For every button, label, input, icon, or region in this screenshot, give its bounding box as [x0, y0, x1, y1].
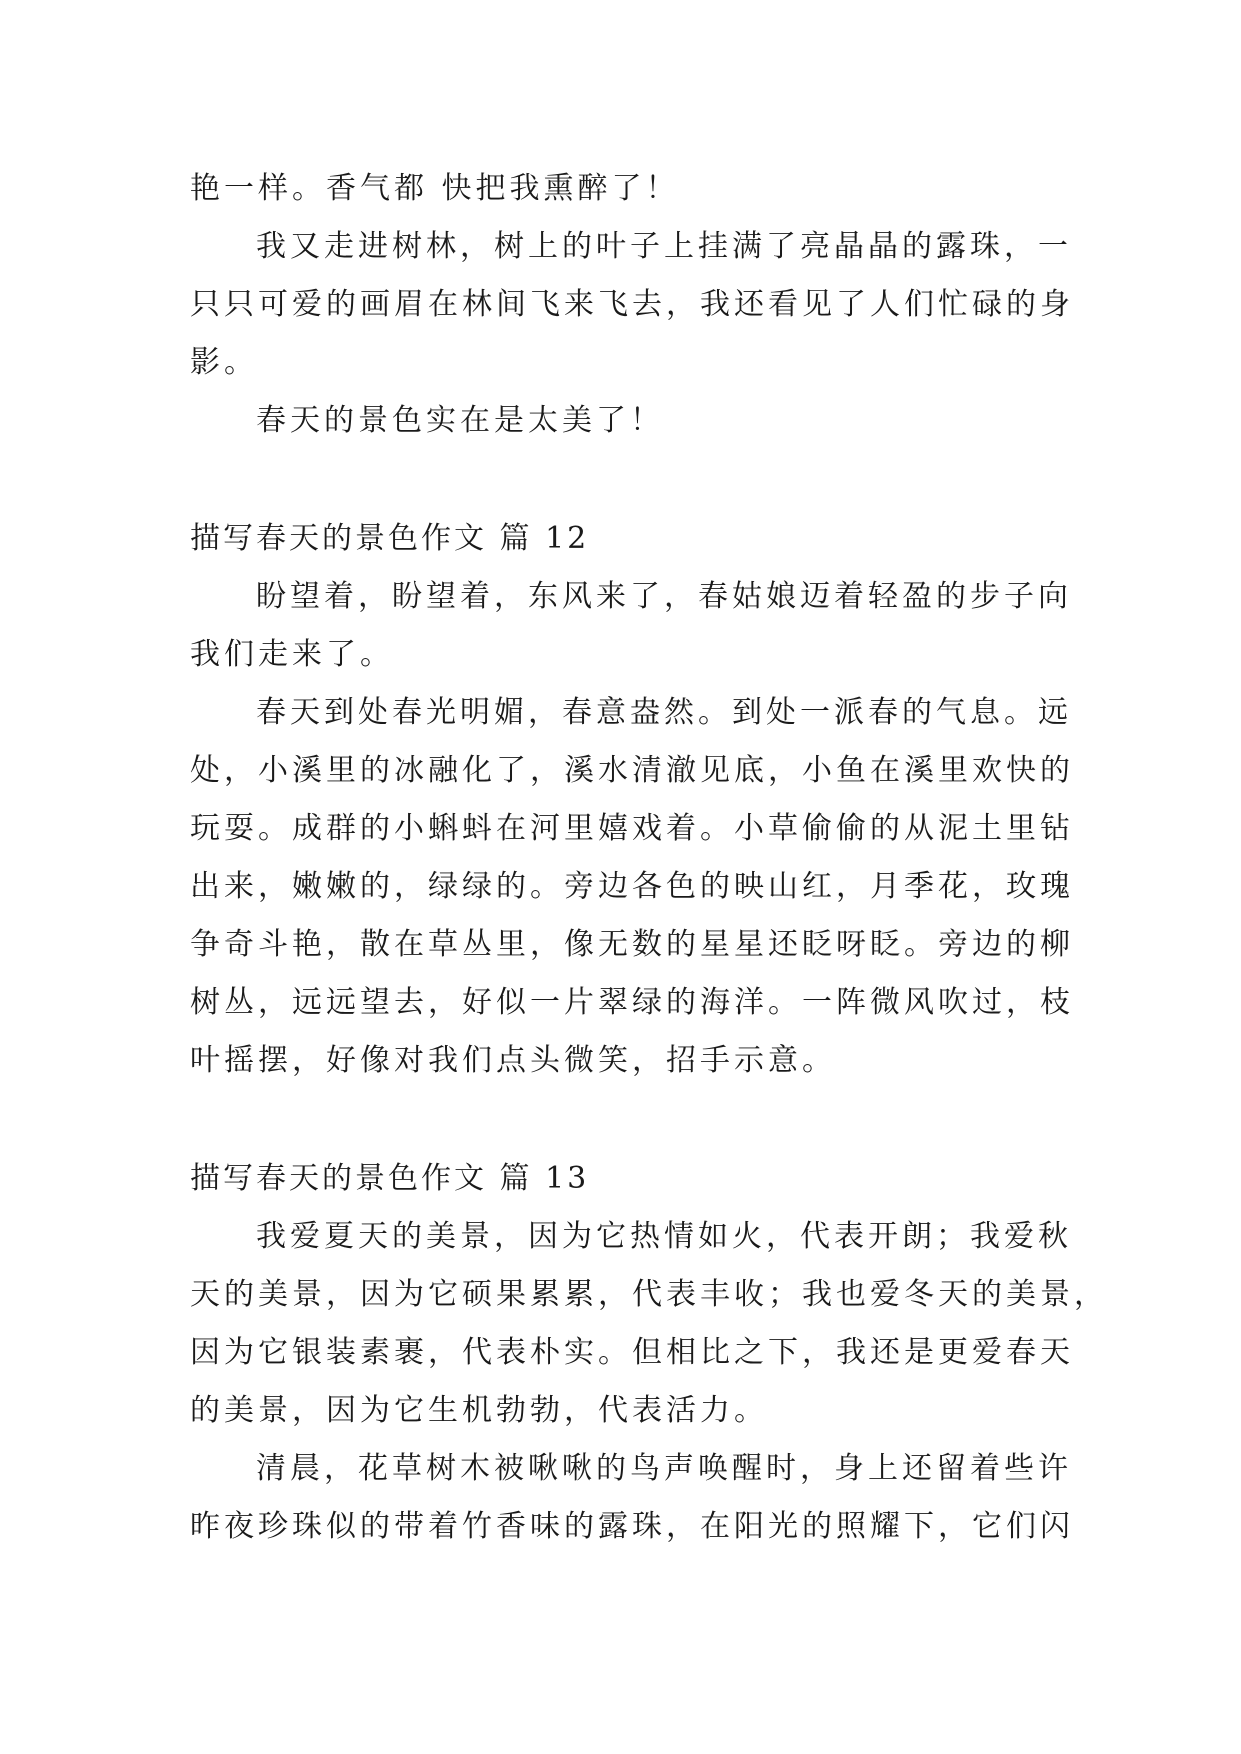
section-heading: 描写春天的景色作文 篇 12	[190, 521, 590, 556]
text-line: 玩耍。成群的小蝌蚪在河里嬉戏着。小草偷偷的从泥土里钻	[190, 811, 1074, 846]
paragraph	[190, 568, 1072, 684]
paragraph	[190, 392, 1058, 450]
paragraph	[190, 684, 1074, 1090]
text-line: 影。	[190, 345, 258, 380]
text-line: 因为它银装素裹，代表朴实。但相比之下，我还是更爱春天	[190, 1335, 1074, 1370]
section	[190, 510, 1074, 1090]
paragraph	[190, 1208, 1108, 1440]
section-heading: 描写春天的景色作文 篇 13	[190, 1161, 590, 1196]
text-line: 树丛，远远望去，好似一片翠绿的海洋。一阵微风吹过，枝	[190, 985, 1074, 1020]
text-line: 我们走来了。	[190, 637, 394, 672]
section-gap	[190, 1090, 1058, 1150]
paragraph	[190, 160, 1058, 218]
paragraph	[190, 218, 1074, 392]
paragraph	[190, 1440, 1074, 1556]
text-line: 处，小溪里的冰融化了，溪水清澈见底，小鱼在溪里欢快的	[190, 753, 1074, 788]
text-line: 清晨，花草树木被啾啾的鸟声唤醒时，身上还留着些许	[256, 1451, 1072, 1486]
text-line: 艳一样。香气都 快把我熏醉了！	[190, 171, 680, 206]
text-line: 昨夜珍珠似的带着竹香味的露珠，在阳光的照耀下，它们闪	[190, 1509, 1074, 1544]
section-gap	[190, 450, 1058, 510]
text-line: 争奇斗艳，散在草丛里，像无数的星星还眨呀眨。旁边的柳	[190, 927, 1074, 962]
text-line: 春天的景色实在是太美了！	[256, 403, 664, 438]
text-line: 出来，嫩嫩的，绿绿的。旁边各色的映山红，月季花，玫瑰	[190, 869, 1074, 904]
text-line: 我又走进树林，树上的叶子上挂满了亮晶晶的露珠，一	[256, 229, 1072, 264]
text-line: 叶摇摆，好像对我们点头微笑，招手示意。	[190, 1043, 836, 1078]
text-line: 天的美景，因为它硕果累累，代表丰收；我也爱冬天的美景，	[190, 1277, 1108, 1312]
text-line: 我爱夏天的美景，因为它热情如火，代表开朗；我爱秋	[256, 1219, 1072, 1254]
text-line: 的美景，因为它生机勃勃，代表活力。	[190, 1393, 768, 1428]
text-line: 只只可爱的画眉在林间飞来飞去，我还看见了人们忙碌的身	[190, 287, 1074, 322]
text-line: 春天到处春光明媚，春意盎然。到处一派春的气息。远	[256, 695, 1072, 730]
section	[190, 1150, 1108, 1556]
document-page	[190, 160, 1108, 1556]
text-line: 盼望着，盼望着，东风来了，春姑娘迈着轻盈的步子向	[256, 579, 1072, 614]
section	[190, 160, 1074, 450]
